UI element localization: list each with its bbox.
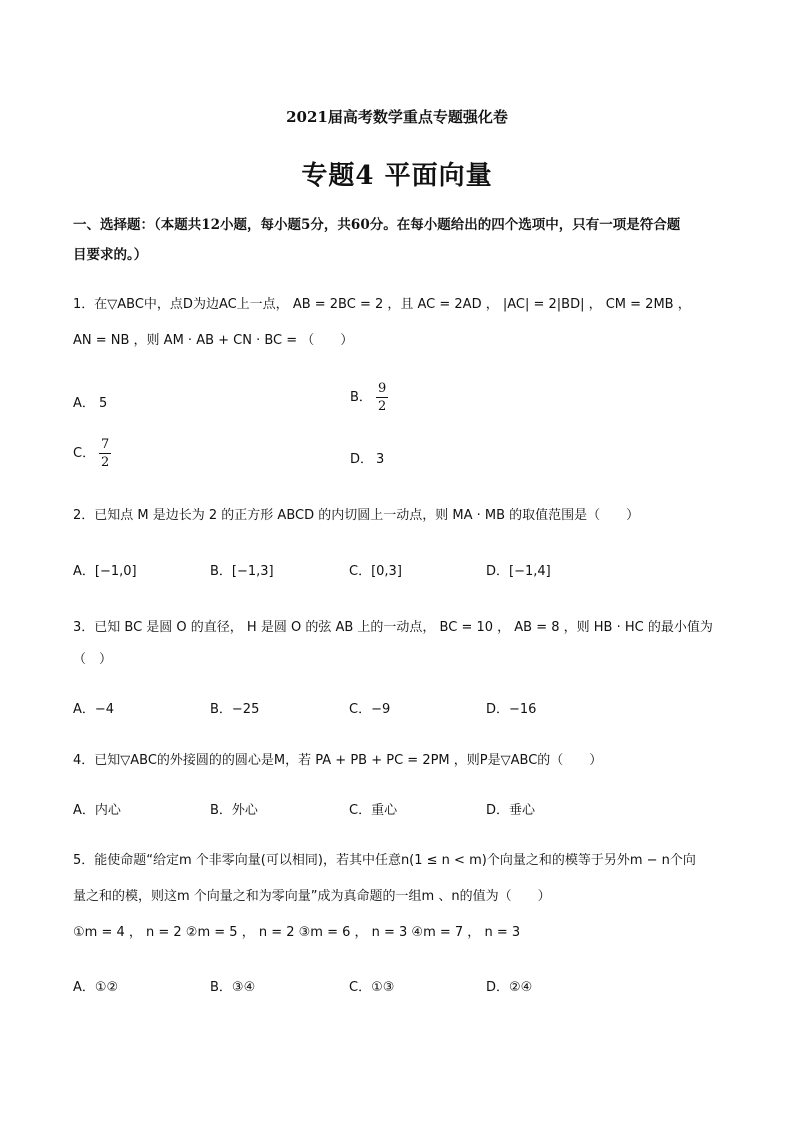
question-3-option-b: B．−25 (210, 702, 260, 717)
question-5 (73, 848, 733, 946)
question-3-option-a: A．−4 (73, 702, 115, 717)
question-2-option-b: B．[−1,3] (210, 564, 274, 579)
option-label: B． (350, 389, 372, 405)
question-3-option-d: D．−16 (486, 702, 537, 717)
question-1-option-b (350, 380, 388, 415)
question-1-option-c (73, 436, 111, 471)
question-4 (73, 748, 733, 774)
option-value: 3 (376, 452, 385, 467)
question-3-line-1: 3．已知 BC 是圆 O 的直径， H 是圆 O 的弦 AB 上的一动点， BC = 10 ， AB = 8 ，则 HB · HC 的最小值为 (73, 620, 713, 635)
question-3-line-2: （ ） (73, 652, 113, 667)
question-1-option-a (73, 393, 107, 415)
question-4-option-d: D．垂心 (486, 803, 536, 818)
option-label: D． (350, 452, 374, 467)
question-5-option-a: A．①② (73, 980, 119, 995)
question-5-option-c: C．①③ (349, 980, 395, 995)
question-1-line-1: 1．在▽ABC中，点D为边AC上一点， AB = 2BC = 2 ，且 AC = 2AD ， |AC| = 2|BD| ， CM = 2MB ， (73, 297, 691, 312)
fraction (376, 380, 388, 415)
question-1-line-2: AN = NB ，则 AM · AB + CN · BC = （ ） (73, 333, 354, 348)
option-label: C． (73, 445, 96, 461)
question-3-option-c: C．−9 (349, 702, 391, 717)
question-2-option-a: A．[−1,0] (73, 564, 137, 579)
question-2 (73, 503, 733, 529)
section-line-1: 一、选择题：（本题共12小题，每小题5分，共60分。在每小题给出的四个选项中，只有一项是符合题 (73, 217, 681, 233)
section-line-2: 目要求的。） (73, 247, 148, 263)
question-4-line-1: 4．已知▽ABC的外接圆的的圆心是M，若 PA + PB + PC = 2PM ，则P是▽ABC的（ ） (73, 753, 603, 768)
question-4-option-b: B．外心 (210, 803, 258, 818)
numerator: 7 (101, 437, 110, 452)
exam-title: 专题4 平面向量 (301, 161, 493, 191)
section-instructions (73, 210, 733, 270)
question-2-option-c: C．[0,3] (349, 564, 402, 579)
question-1-option-d (350, 449, 384, 471)
question-4-option-c: C．重心 (349, 803, 398, 818)
question-5-line-3: ①m = 4 ， n = 2 ②m = 5 ， n = 2 ③m = 6 ， n = 3 ④m = 7 ， n = 3 (73, 925, 521, 940)
question-4-option-a: A．内心 (73, 803, 121, 818)
fraction (99, 436, 111, 471)
question-1 (73, 292, 733, 354)
question-5-line-1: 5．能使命题“给定m 个非零向量(可以相同)，若其中任意n(1 ≤ n < m)个向量之和的模等于另外m − n个向 (73, 853, 696, 868)
denominator: 2 (378, 399, 387, 414)
question-2-line-1: 2．已知点 M 是边长为 2 的正方形 ABCD 的内切圆上一动点，则 MA · MB 的取值范围是（ ） (73, 508, 640, 523)
numerator: 9 (378, 381, 387, 396)
option-value: 5 (99, 396, 108, 411)
option-label: A． (73, 396, 95, 411)
question-3 (73, 615, 733, 673)
question-2-option-d: D．[−1,4] (486, 564, 551, 579)
denominator: 2 (101, 455, 110, 470)
exam-subtitle: 2021届高考数学重点专题强化卷 (286, 108, 508, 126)
question-5-option-d: D．②④ (486, 980, 533, 995)
question-5-line-2: 量之和的模，则这m 个向量之和为零向量”成为真命题的一组m 、n的值为（ ） (73, 889, 551, 904)
question-5-option-b: B．③④ (210, 980, 256, 995)
